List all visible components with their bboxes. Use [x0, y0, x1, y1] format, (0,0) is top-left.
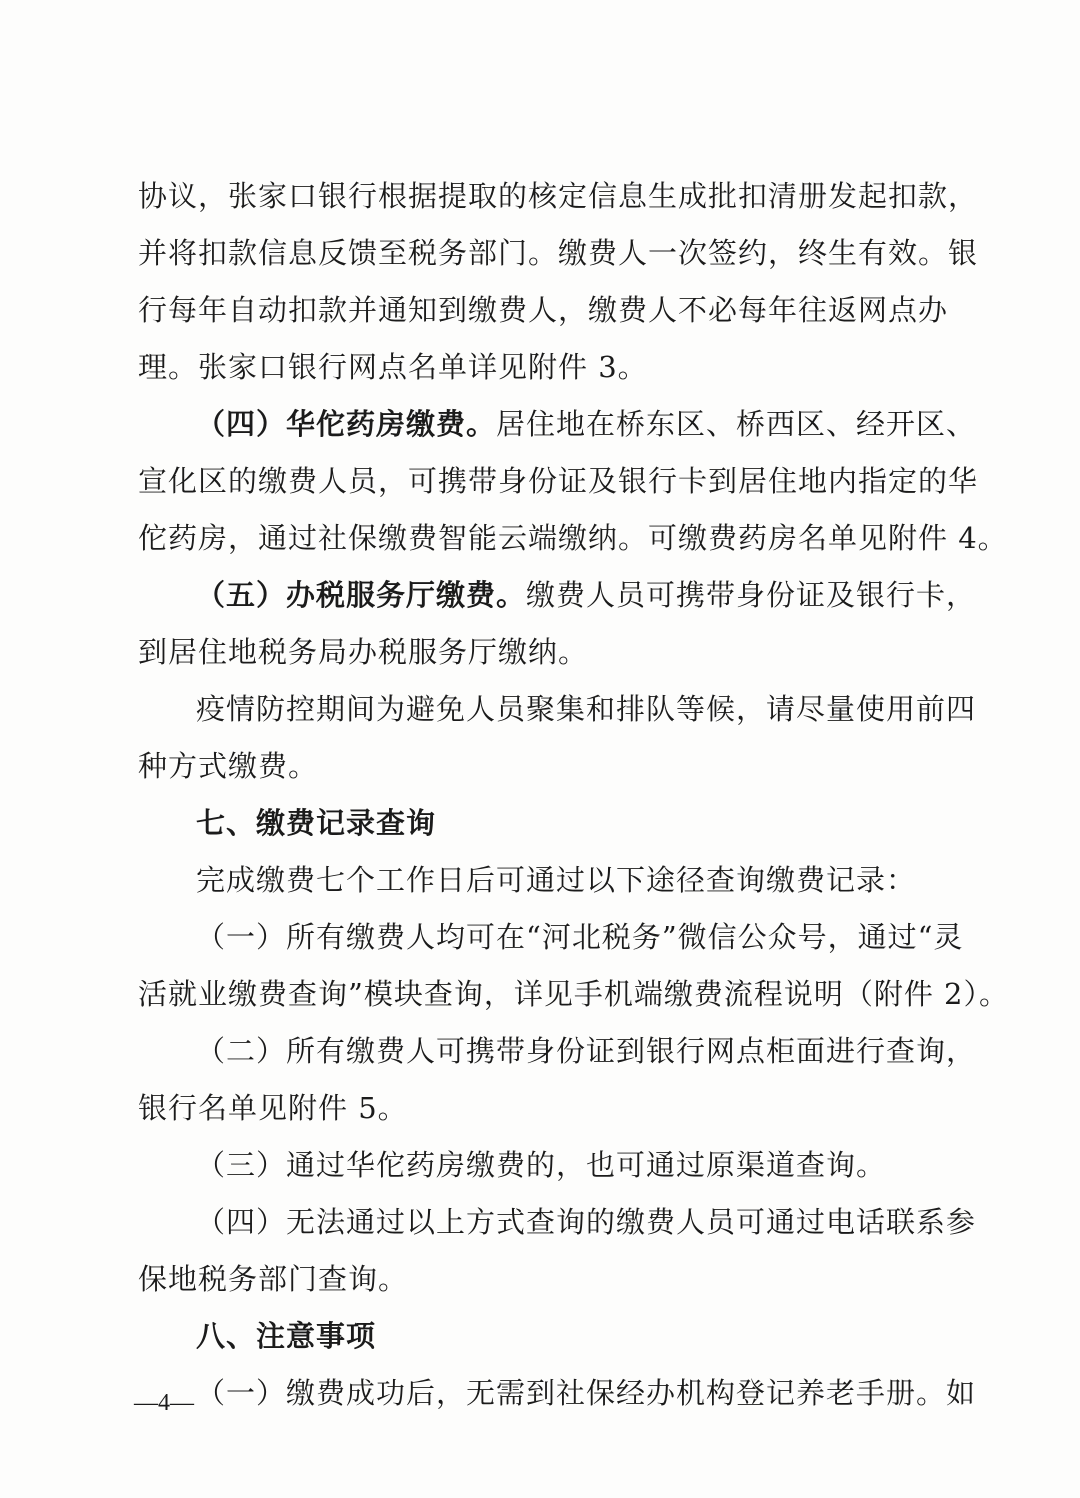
text-line: 银行名单见附件 5。 — [138, 1091, 408, 1125]
text-line: 理。张家口银行网点名单详见附件 3。 — [138, 350, 648, 384]
text-line: 宣化区的缴费人员，可携带身份证及银行卡到居住地内指定的华 — [138, 464, 979, 498]
text-span: 居住地在桥东区、桥西区、经开区、 — [496, 407, 977, 441]
text-line: （一）缴费成功后，无需到社保经办机构登记养老手册。如 — [196, 1376, 977, 1410]
text-line: 疫情防控期间为避免人员聚集和排队等候，请尽量使用前四 — [196, 692, 977, 726]
text-line: （四）无法通过以上方式查询的缴费人员可通过电话联系参 — [196, 1205, 977, 1239]
section-title-tax-hall: （五）办税服务厅缴费。 — [196, 578, 527, 612]
heading-notes: 八、注意事项 — [196, 1319, 377, 1353]
text-line: 活就业缴费查询”模块查询，详见手机端缴费流程说明（附件 2）。 — [138, 977, 1009, 1011]
text-line: 种方式缴费。 — [138, 749, 319, 783]
text-line: 完成缴费七个工作日后可通过以下途径查询缴费记录： — [196, 863, 917, 897]
paragraph-huatuo-line-1 — [196, 404, 976, 444]
text-span: 缴费人员可携带身份证及银行卡， — [526, 578, 977, 612]
text-line: （一）所有缴费人均可在“河北税务”微信公众号，通过“灵 — [196, 920, 964, 954]
text-line: （二）所有缴费人可携带身份证到银行网点柜面进行查询， — [196, 1034, 977, 1068]
page-number: —4— — [134, 1390, 194, 1416]
text-line: （三）通过华佗药房缴费的，也可通过原渠道查询。 — [196, 1148, 887, 1182]
text-line: 协议，张家口银行根据提取的核定信息生成批扣清册发起扣款， — [138, 179, 979, 213]
text-line: 到居住地税务局办税服务厅缴纳。 — [138, 635, 589, 669]
text-line: 并将扣款信息反馈至税务部门。缴费人一次签约，终生有效。银 — [138, 236, 979, 270]
text-line: 行每年自动扣款并通知到缴费人，缴费人不必每年往返网点办 — [138, 293, 949, 327]
heading-payment-record-query: 七、缴费记录查询 — [196, 806, 437, 840]
paragraph-tax-hall-line-1 — [196, 575, 976, 615]
section-title-huatuo: （四）华佗药房缴费。 — [196, 407, 497, 441]
text-line: 佗药房，通过社保缴费智能云端缴纳。可缴费药房名单见附件 4。 — [138, 521, 1008, 555]
text-line: 保地税务部门查询。 — [138, 1262, 409, 1296]
